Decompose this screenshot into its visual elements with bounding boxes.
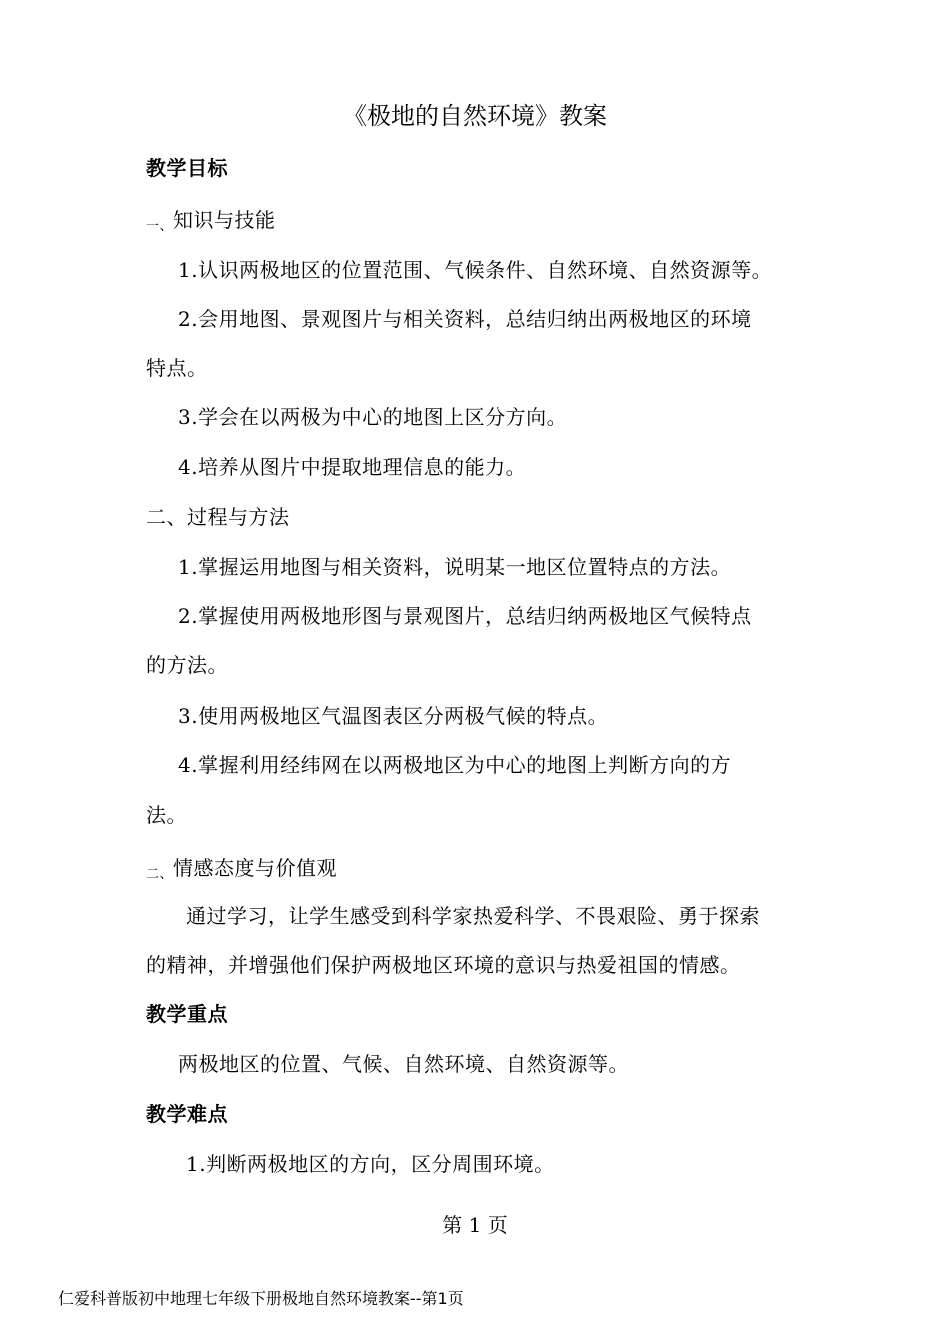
knowledge-item-2-continued: 特点。 [146,356,208,380]
process-item-1: 1.掌握运用地图与相关资料，说明某一地区位置特点的方法。 [178,555,732,579]
process-item-4-continued: 法。 [146,803,187,827]
objectives-heading: 教学目标 [146,156,228,180]
key-points-text: 两极地区的位置、气候、自然环境、自然资源等。 [178,1052,629,1076]
process-item-2: 2.掌握使用两极地形图与景观图片，总结归纳两极地区气候特点 [178,604,752,628]
process-item-4: 4.掌握利用经纬网在以两极地区为中心的地图上判断方向的方 [178,753,732,777]
difficult-points-heading: 教学难点 [146,1102,228,1126]
knowledge-heading [146,207,276,240]
key-points-heading: 教学重点 [146,1002,228,1026]
process-item-3: 3.使用两极地区气温图表区分两极气候的特点。 [178,704,609,728]
knowledge-item-4: 4.培养从图片中提取地理信息的能力。 [178,455,527,479]
process-heading: 二、过程与方法 [146,505,290,529]
emotion-heading [146,855,337,888]
emotion-heading-number: 二、 [146,867,174,882]
emotion-item-2: 的精神，并增强他们保护两极地区环境的意识与热爱祖国的情感。 [146,953,741,977]
knowledge-heading-label: 知识与技能 [173,208,276,232]
difficult-points-item-1: 1.判断两极地区的方向，区分周围环境。 [186,1152,555,1176]
document-title: 《极地的自然环境》教案 [343,102,607,130]
knowledge-item-1: 1.认识两极地区的位置范围、气候条件、自然环境、自然资源等。 [178,258,773,282]
emotion-heading-label: 情感态度与价值观 [173,856,338,880]
footer-text: 仁爱科普版初中地理七年级下册极地自然环境教案--第1页 [58,1289,464,1308]
emotion-item-1: 通过学习，让学生感受到科学家热爱科学、不畏艰险、勇于探索 [186,904,760,928]
knowledge-item-2: 2.会用地图、景观图片与相关资料，总结归纳出两极地区的环境 [178,307,752,331]
process-item-2-continued: 的方法。 [146,653,228,677]
page-number: 第 1 页 [442,1213,508,1237]
knowledge-item-3: 3.学会在以两极为中心的地图上区分方向。 [178,405,568,429]
knowledge-heading-number: 一、 [146,219,174,234]
